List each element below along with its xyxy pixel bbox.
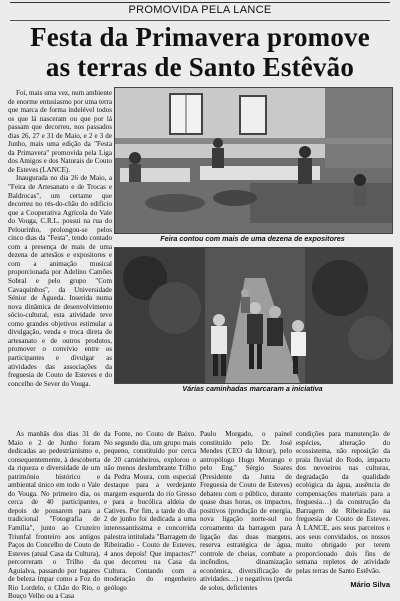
paragraph: Inaugurada no dia 26 de Maio, a "Feira de Artesanato e de Trocas e Baldrocas", um certame que decorreu no rés-do-chão do edifício que a Cooperativa Agrícola do Vale do Vouga, C.R.L. possui na rua do Pelourinho, prolongou-se pelos cinco dias da "Festa", tendo contado com a presença de mais de uma dezena de artesãos e expositores e com a animação musical proporcionada por Adelino Camões Sobral e pelo grupo "Com Cavaquinhos", da Universidade Sénior de Águeda. Inserida numa nova dinâmica de desenvolvimento sócio-cultural, esta atividade teve como grandes objetivos estimular a divulgação, venda e troca direta de artesanato e de outros produtos, promover o convívio entre os participantes e divulgar as atividades das associações da freguesia de Couto de Esteves e do concelho de Sever do Vouga. [8,174,112,388]
headline-line-2: as terras de Santo Estêvão [45,52,355,82]
walk-photo-image [115,248,392,383]
article-column-2 [8,430,100,601]
headline [0,22,400,82]
paragraph: condições para manutenção de espécies, alteração do ecossistema, não reposição da praia fluvial do Rodo, impacto dos nevoeiros nas culturas, degradação da qualidade ecológica da água, ausência de compensações materiais para a freguesia…) da construção da Barragem de Ribeiradio na freguesia de Couto de Esteves. À LANCE, aos seus parceiros e aos seus convidados, os nossos muito obrigado por terem proporcionado dois fins de semana repletos de atividade pelas terras de Santo Estêvão. [296,430,390,575]
paragraph: As manhãs dos dias 31 de Maio e 2 de Junho foram dedicadas ao pedestrianismo e, consequentemente, à descoberta da riqueza e diversidade de um património histórico e ambiental único em todo o Vale do Vouga. No primeiro dia, os cerca de 40 participantes, depois de pousarem para a tradicional "Fotografia de Família", junto ao Cruzeiro Triunfal fronteiro aos antigos Paços do Concelho de Couto de Esteves (atual Casa da Cultura), percorreram o Trilho da Aguialva, passando por lugares de beleza ímpar como a Foz do Rio Lordelo, o Chão do Rio, o Bouço Velho ou a Casa [8,430,100,601]
article-column-3 [104,430,196,592]
walk-photo [114,247,393,384]
headline-line-1: Festa da Primavera promove [30,22,370,52]
top-rule [10,2,390,3]
paragraph: Paulo Morgado, o painel constituído pelo Dr. José Mendes (CEO da Idtour), pelo antropólogo Hugo Morango e pelo Eng.º Sérgio Soares (Presidente da Junta de Freguesia de Couto de Esteves) debateu com o público, durante quase duas horas, os impactos, positivos (produção de energia, nova ligação norte-sul no coroamento da barragem para ligação das duas margens, reserva estratégica de água, controle de cheias, combate a incêndios, dinamização económica, diversificação de atividades…) e negativos (perda de solos, deficientes [200,430,292,592]
kicker-rule [10,20,390,21]
article-column-5 [296,430,390,580]
paragraph: Foi, mais uma vez, num ambiente de enorme entusiasmo por uma terra que marca de forma indelével todos os que lá nasceram ou que por lá passam que decorreu, nos passados dias 26, 27 e 31 de Maio, e 2 e 3 de Junho, mais uma edição da "Festa da Primavera" promovida pela Liga dos Amigos e dos Naturais de Couto de Esteves (LANCE). [8,89,112,174]
section-kicker: PROMOVIDA PELA LANCE [128,4,272,16]
article-column-1 [8,89,112,429]
paragraph: da Fonte, no Couto de Baixo. No segundo dia, um grupo mais pequeno, constituído por cerca de 20 caminheiros, explorou o não menos deslumbrante Trilho da Pedra Moura, com especial destaque para a verdejante margem esquerda do rio Gresso e para a bucólica aldeia de Catives. Por fim, a tarde do dia 2 de junho foi dedicada a uma interessantíssima e concorrida palestra intitulada "Barragem de Ribeiradio - Couto de Esteves, 4 anos depois! Que impactos?" que decorreu na Casa da Cultura. Contando com a moderação do engenheiro geólogo [104,430,196,592]
author-byline: Mário Silva [350,580,390,589]
walk-photo-caption: Várias caminhadas marcaram a iniciativa [182,384,323,393]
fair-photo-image [115,88,392,233]
article-column-4 [200,430,292,592]
fair-photo-caption: Feira contou com mais de uma dezena de expositores [160,234,345,243]
fair-photo [114,87,393,234]
